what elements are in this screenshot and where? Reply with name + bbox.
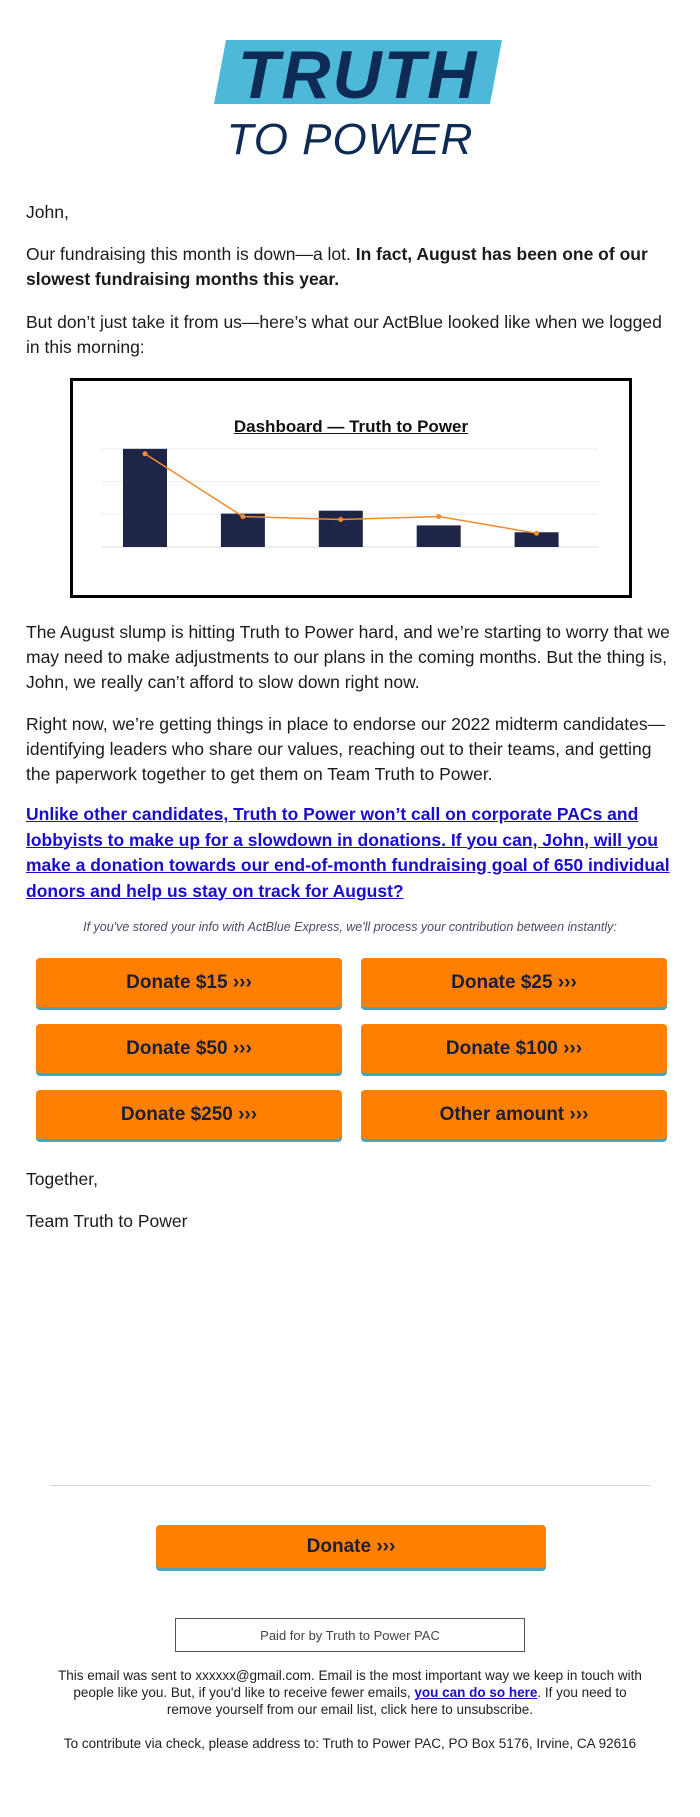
logo-line1: TRUTH (237, 40, 479, 113)
actblue-paragraph: But don’t just take it from us—here’s what our ActBlue looked like when we logged in this morning: (26, 312, 662, 357)
donate-25-button[interactable]: Donate $25 ››› (361, 958, 667, 1007)
chart-point (534, 531, 539, 536)
intro-text: Our fundraising this month is down—a lot. (26, 244, 356, 264)
footer-remove-text: . If you need to remove yourself from our email list, click here to unsubscribe. (166, 1685, 627, 1717)
donate-15-button[interactable]: Donate $15 ››› (36, 958, 342, 1007)
donate-50-button[interactable]: Donate $50 ››› (36, 1024, 342, 1073)
endorse-paragraph: Right now, we’re getting things in place to endorse our 2022 midterm candidates—identifying leaders who share our values, reaching out to their teams, and getting the paperwork together to get them on Team Truth to Power. (26, 714, 666, 784)
signature: Team Truth to Power (26, 1211, 188, 1231)
slump-paragraph: The August slump is hitting Truth to Power hard, and we’re starting to worry that we may need to make adjustments to our plans in the coming months. But the thing is, John, we really can’t afford to slow down right now. (26, 622, 670, 692)
chart-bar (319, 511, 363, 547)
chart-point (240, 514, 245, 519)
actblue-express-note: If you've stored your info with ActBlue Express, we'll process your contribution between instantly: (83, 920, 617, 934)
intro-paragraph (26, 242, 672, 292)
logo-line2: TO POWER (226, 115, 474, 162)
chart-point (338, 517, 343, 522)
donate-250-button[interactable]: Donate $250 ››› (36, 1090, 342, 1139)
truth-to-power-logo (212, 40, 504, 162)
chart-point (436, 514, 441, 519)
chart-bar (417, 525, 461, 547)
other-amount-button[interactable]: Other amount ››› (361, 1090, 667, 1139)
dashboard-title: Dashboard — Truth to Power (233, 417, 469, 436)
dashboard-image (70, 378, 632, 598)
donate-button[interactable]: Donate ››› (156, 1525, 546, 1568)
donate-100-button[interactable]: Donate $100 ››› (361, 1024, 667, 1073)
footer-sent-text: This email was sent to xxxxxx@gmail.com. Email is the most important way we keep in touch with people like you. But, if you'd like to receive fewer emails, (58, 1668, 642, 1700)
signoff: Together, (26, 1169, 98, 1189)
paid-for-disclaimer: Paid for by Truth to Power PAC (175, 1618, 525, 1652)
greeting: John, (26, 202, 69, 222)
footer-unsubscribe-text (50, 1667, 650, 1718)
footer-divider (50, 1485, 650, 1486)
dashboard-chart (73, 381, 629, 595)
fewer-emails-link[interactable]: you can do so here (414, 1685, 538, 1700)
footer-address: To contribute via check, please address to: Truth to Power PAC, PO Box 5176, Irvine, CA 92616 (63, 1736, 637, 1751)
chart-point (143, 451, 148, 456)
intro-bold-text: In fact, August has been one of our slowest fundraising months this year. (26, 244, 648, 289)
donation-appeal-link[interactable]: Unlike other candidates, Truth to Power won’t call on corporate PACs and lobbyists to make up for a slowdown in donations. If you can, John, will you make a donation towards our end-of-month fundraising goal of 650 individual donors and help us stay on track for August? (26, 804, 670, 901)
